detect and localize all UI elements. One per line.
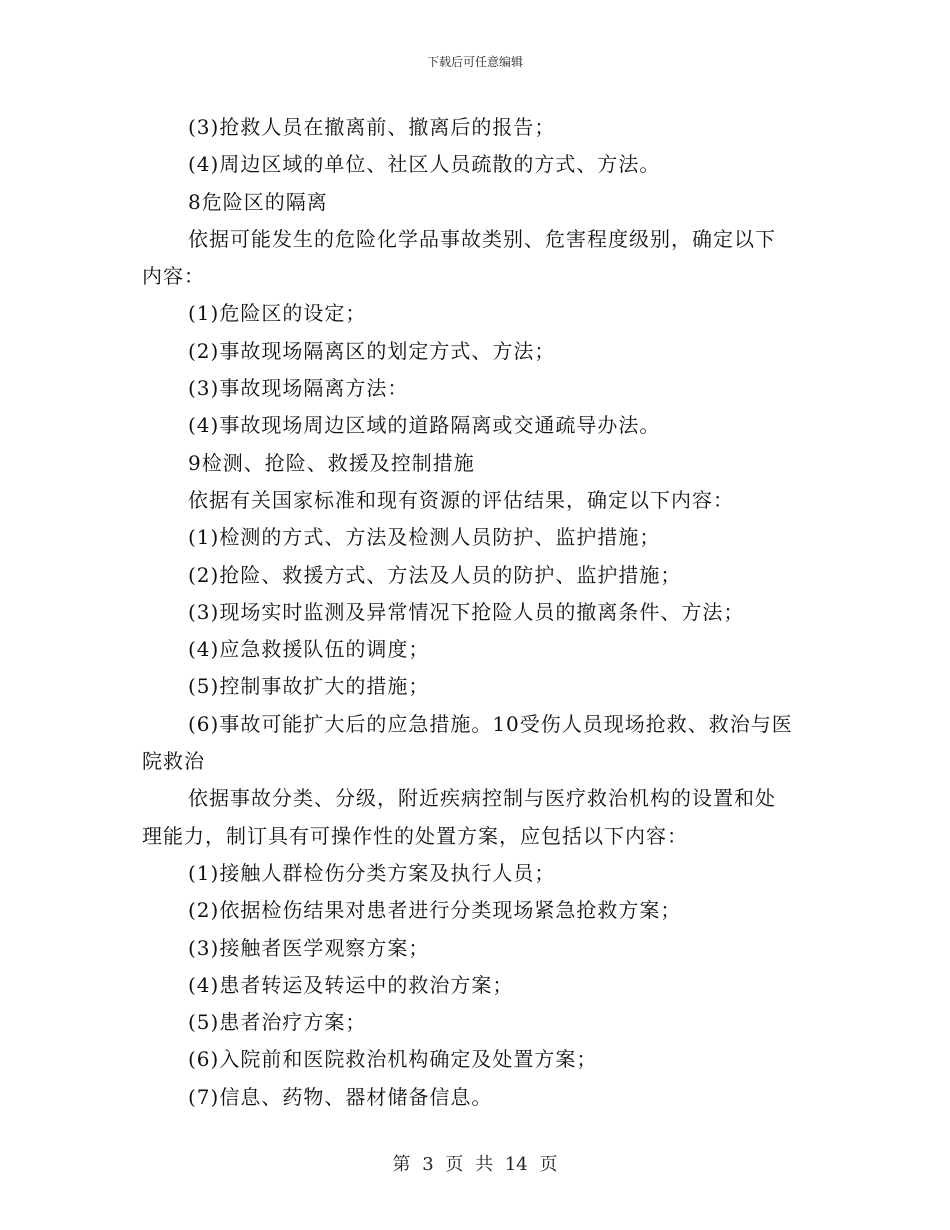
list-item-road-isolation: (4)事故现场周边区域的道路隔离或交通疏导办法。 (188, 413, 661, 438)
section-heading-danger-zone-isolation: 8危险区的隔离 (188, 189, 328, 214)
section-heading-detection-rescue-control: 9检测、抢险、救援及控制措施 (188, 450, 475, 475)
paragraph-treatment-intro-continued: 理能力，制订具有可操作性的处置方案，应包括以下内容： (142, 823, 688, 848)
section-heading-injured-rescue-continued: 院救治 (142, 749, 205, 774)
list-item-isolation-method: (3)事故现场隔离方法： (188, 376, 409, 401)
page-number-footer: 第 3 页 共 14 页 (392, 1154, 558, 1175)
list-item-emergency-measures: (6)事故可能扩大后的应急措施。10受伤人员现场抢救、救治与医 (188, 711, 793, 736)
paragraph-detection-intro: 依据有关国家标准和现有资源的评估结果，确定以下内容： (188, 487, 734, 512)
list-item-rescue-method: (2)抢险、救援方式、方法及人员的防护、监护措施； (188, 562, 682, 587)
list-item-rescuer-report: (3)抢救人员在撤离前、撤离后的报告； (188, 115, 556, 139)
list-item-patient-transfer: (4)患者转运及转运中的救治方案； (188, 972, 514, 997)
list-item-evacuation-method: (4)周边区域的单位、社区人员疏散的方式、方法。 (188, 152, 661, 177)
list-item-hospital-designation: (6)入院前和医院救治机构确定及处置方案； (188, 1047, 598, 1072)
list-item-danger-zone-setting: (1)危险区的设定； (188, 301, 367, 326)
list-item-supply-reserve: (7)信息、药物、器材储备信息。 (188, 1084, 493, 1109)
list-item-team-dispatch: (4)应急救援队伍的调度； (188, 637, 430, 662)
list-item-realtime-monitoring: (3)现场实时监测及异常情况下抢险人员的撤离条件、方法； (188, 599, 745, 624)
document-body (142, 109, 814, 1116)
list-item-control-measures: (5)控制事故扩大的措施； (188, 674, 430, 699)
page-header: 下载后可任意编辑 (426, 55, 523, 69)
list-item-emergency-rescue-plan: (2)依据检伤结果对患者进行分类现场紧急抢救方案； (188, 898, 682, 923)
list-item-medical-observation: (3)接触者医学观察方案； (188, 935, 430, 960)
paragraph-treatment-intro: 依据事故分类、分级，附近疾病控制与医疗救治机构的设置和处 (188, 786, 776, 811)
list-item-detection-method: (1)检测的方式、方法及检测人员防护、监护措施； (188, 525, 661, 550)
list-item-triage-plan: (1)接触人群检伤分类方案及执行人员； (188, 860, 556, 885)
paragraph-isolation-intro: 依据可能发生的危险化学品事故类别、危害程度级别，确定以下 (188, 226, 776, 251)
list-item-patient-treatment: (5)患者治疗方案； (188, 1010, 367, 1035)
paragraph-isolation-intro-continued: 内容： (142, 264, 205, 289)
list-item-isolation-zone-method: (2)事故现场隔离区的划定方式、方法； (188, 338, 556, 363)
